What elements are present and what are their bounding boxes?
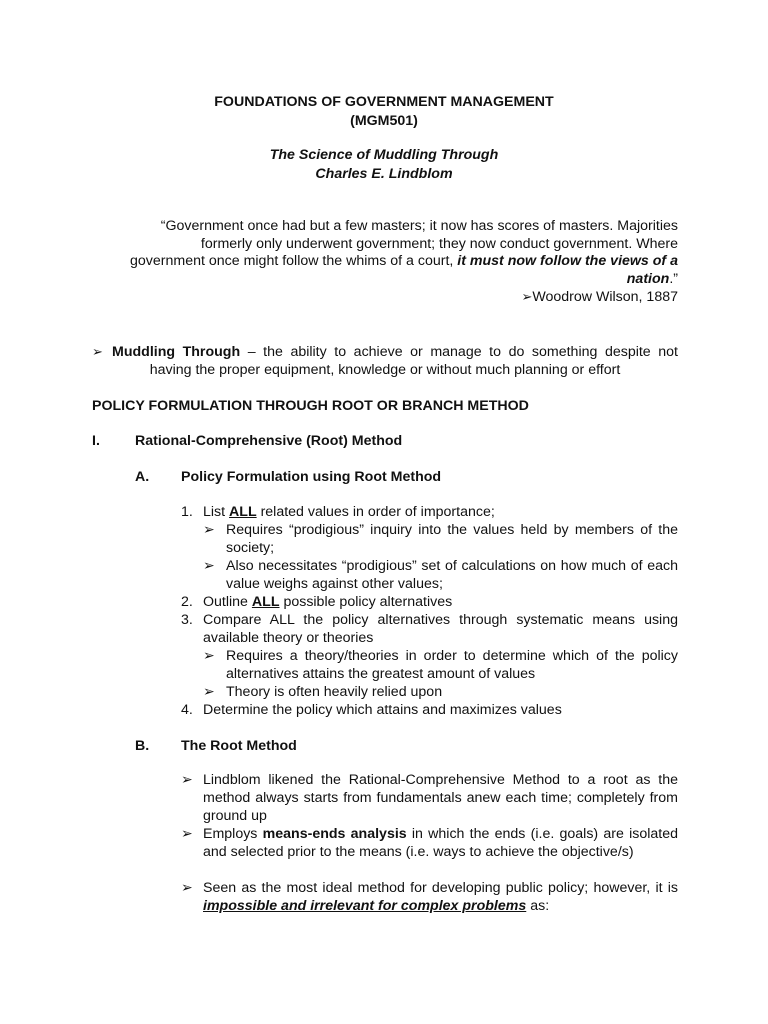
quote-text: government once might follow the whims of a court,: [130, 253, 458, 269]
arrowhead-bullet-icon: ➢: [181, 772, 193, 788]
definition-line: having the proper equipment, knowledge or without much planning or effort: [149, 362, 621, 378]
sub-bullet-text: Requires a theory/theories in order to determine which of the policy alternatives attains the greatest amount of values: [226, 648, 678, 682]
sub-bullet: [203, 557, 678, 593]
bullet-text: [181, 825, 678, 861]
bullet-text-part: in which the ends (i.e. goals) are isolated and selected prior to the means (i.e. ways to achieve the objective/s): [203, 826, 679, 860]
section-heading: POLICY FORMULATION THROUGH ROOT OR BRANCH METHOD: [92, 398, 529, 414]
definition-block: [92, 343, 678, 379]
subsection-letter: A.: [135, 469, 150, 485]
arrowhead-bullet-icon: ➢: [203, 648, 215, 664]
list-item: [181, 611, 678, 647]
arrowhead-bullet-icon: ➢: [203, 522, 215, 538]
bullet-text-part: Employs: [203, 826, 263, 842]
bullet-emphasis: impossible and irrelevant for complex problems: [203, 898, 527, 914]
subsection-letter: B.: [135, 738, 150, 754]
course-code: (MGM501): [350, 113, 418, 129]
bullet-emphasis: means-ends analysis: [262, 826, 407, 842]
attribution-text: Woodrow Wilson, 1887: [532, 289, 678, 305]
sub-bullet: [203, 521, 678, 557]
subsection-title: The Root Method: [181, 738, 297, 754]
definition-term: Muddling Through: [112, 344, 241, 360]
list-number: 4.: [181, 702, 193, 718]
definition-line: [92, 343, 678, 361]
list-number: 1.: [181, 504, 193, 520]
sub-bullet-text: Theory is often heavily relied upon: [226, 684, 443, 700]
sub-bullet: [203, 647, 678, 683]
bullet-item: [181, 825, 678, 861]
epigraph-quote: [92, 218, 678, 307]
sub-bullet: [203, 683, 678, 701]
quote-line: [92, 271, 678, 289]
item-text: Determine the policy which attains and maximizes values: [203, 702, 562, 718]
item-emphasis: ALL: [229, 504, 257, 520]
list-item: [181, 593, 452, 611]
item-emphasis: ALL: [251, 594, 280, 610]
item-text: List: [203, 504, 230, 520]
arrowhead-bullet-icon: ➢: [203, 558, 215, 574]
course-title: FOUNDATIONS OF GOVERNMENT MANAGEMENT: [214, 94, 554, 110]
arrowhead-bullet-icon: ➢: [181, 880, 193, 896]
arrowhead-bullet-icon: ➢: [181, 826, 193, 842]
bullet-text-part: as:: [526, 898, 550, 914]
part-title: Rational-Comprehensive (Root) Method: [135, 433, 403, 449]
list-item: [181, 503, 495, 521]
article-block: [0, 146, 768, 184]
list-number: 3.: [181, 612, 193, 628]
item-text: Compare ALL the policy alternatives through systematic means using available theory or theories: [203, 612, 678, 646]
arrowhead-bullet-icon: ➢: [92, 344, 103, 359]
sub-bullet-text: Requires “prodigious” inquiry into the values held by members of the society;: [226, 522, 678, 556]
bullet-item: [181, 879, 678, 915]
sub-bullet-text: Also necessitates “prodigious” set of calculations on how much of each value weighs against other values;: [226, 558, 678, 592]
item-text: Outline: [203, 594, 252, 610]
quote-line: formerly only underwent government; they now conduct government. Where: [200, 235, 678, 252]
bullet-text: Lindblom likened the Rational-Comprehensive Method to a root as the method always starts from fundamentals anew each time; completely from ground up: [203, 772, 678, 824]
quote-attribution: [92, 288, 678, 307]
item-text: possible policy alternatives: [279, 594, 453, 610]
bullet-text-part: Seen as the most ideal method for developing public policy; however, it is: [203, 880, 678, 896]
definition-text: – the ability to achieve or manage to do something despite not: [240, 344, 678, 360]
arrowhead-bullet-icon: ➢: [521, 289, 533, 304]
part-numeral: I.: [92, 433, 100, 449]
quote-text: .”: [669, 270, 678, 287]
quote-line: “Government once had but a few masters; it now has scores of masters. Majorities: [160, 218, 678, 234]
quote-emphasis: nation: [626, 270, 670, 287]
bullet-text: [181, 879, 678, 915]
title-block: [0, 93, 768, 131]
bullet-item: [181, 771, 678, 825]
quote-emphasis: it must now follow the views of a: [457, 253, 678, 269]
arrowhead-bullet-icon: ➢: [203, 684, 215, 700]
list-item: [181, 701, 562, 719]
article-title: The Science of Muddling Through: [269, 147, 499, 163]
subsection-title: Policy Formulation using Root Method: [181, 469, 442, 485]
quote-line: [92, 253, 678, 271]
list-number: 2.: [181, 594, 193, 610]
item-text: related values in order of importance;: [256, 504, 495, 520]
author-name: Charles E. Lindblom: [315, 166, 453, 182]
